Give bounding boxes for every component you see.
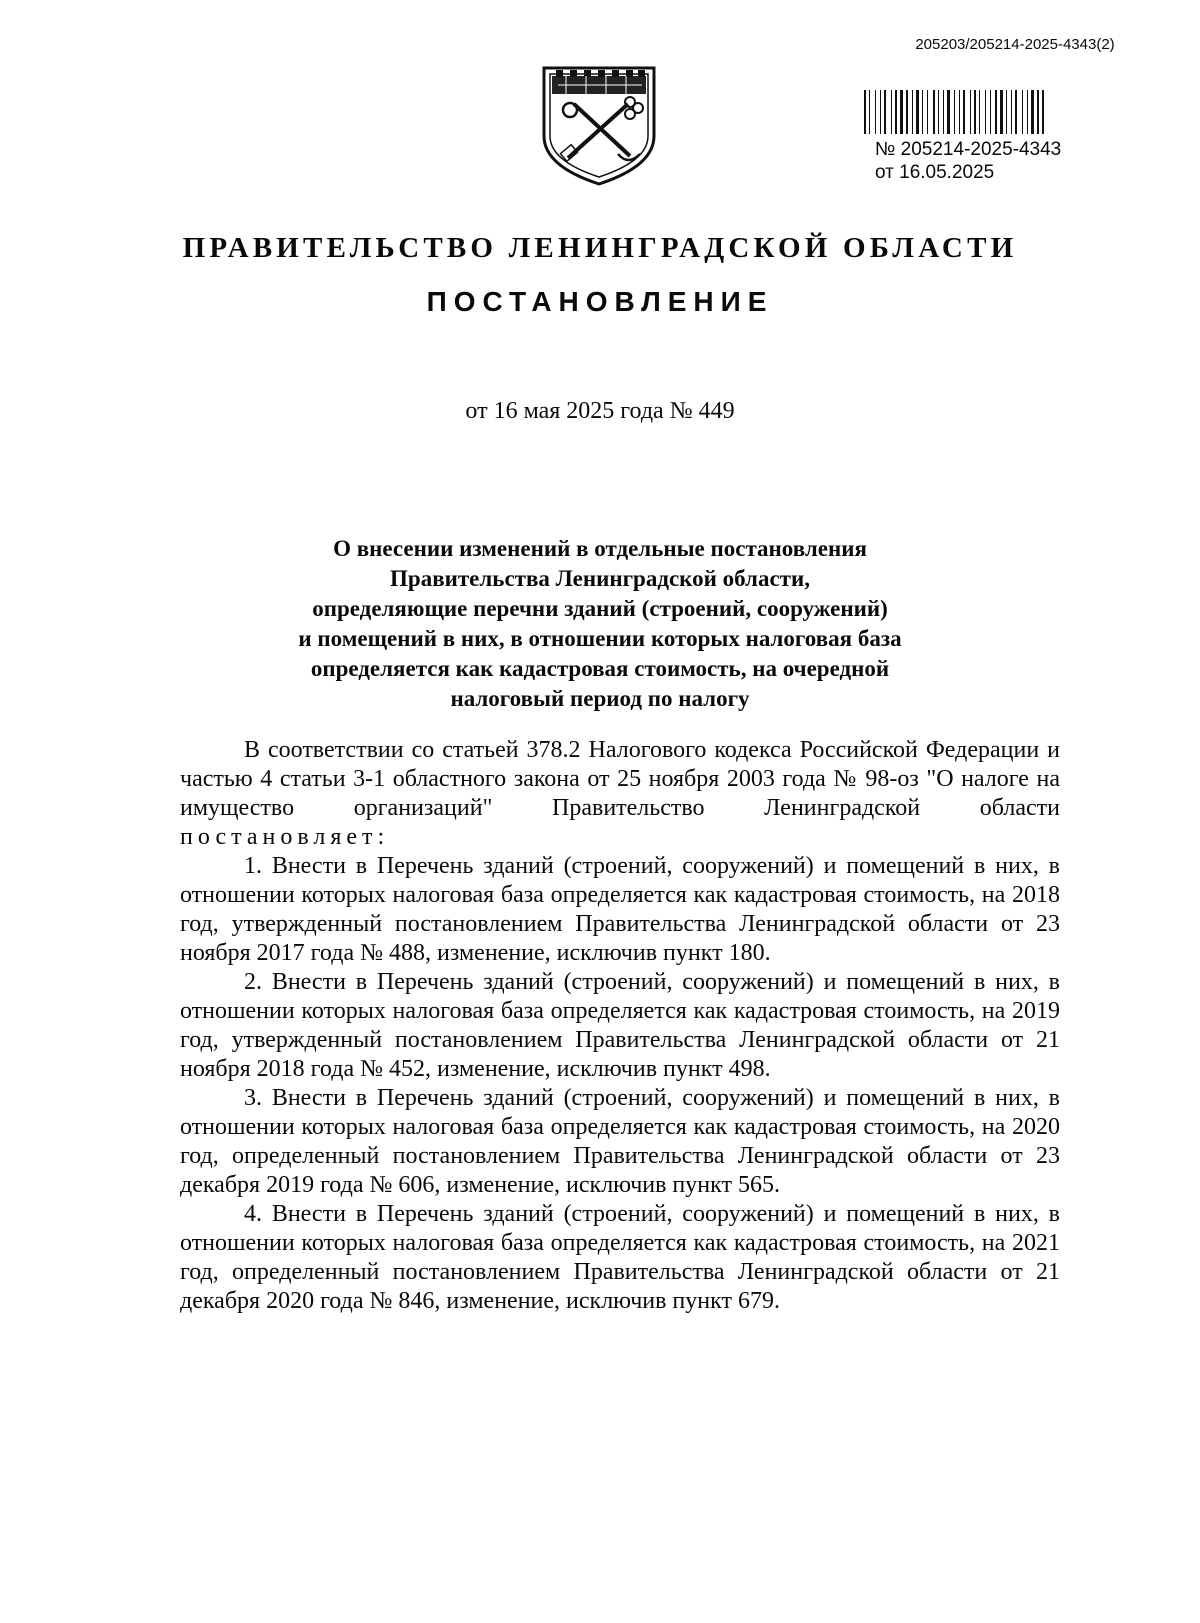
- barcode-bar: [990, 90, 991, 134]
- registration-stamp: [875, 138, 1061, 184]
- coat-of-arms-icon: [538, 58, 660, 188]
- barcode-bar: [1011, 90, 1012, 134]
- barcode-icon: [862, 90, 1124, 136]
- barcode-bar: [869, 90, 870, 134]
- barcode-bar: [912, 90, 913, 134]
- preamble-paragraph: [180, 736, 1060, 852]
- document-type-title: ПОСТАНОВЛЕНИЕ: [426, 286, 774, 317]
- barcode-bar: [1022, 90, 1023, 134]
- barcode-bar: [927, 90, 928, 134]
- barcode-bar: [880, 90, 881, 134]
- barcode-bar: [970, 90, 971, 134]
- registration-date: от 16.05.2025: [875, 162, 995, 183]
- subject-line: определяется как кадастровая стоимость, на очередной: [310, 656, 890, 681]
- barcode-bar: [922, 90, 923, 134]
- resolution-body: [180, 736, 1060, 1316]
- barcode-bar: [895, 90, 897, 134]
- barcode-bar: [1042, 90, 1044, 134]
- document-reference-number: 205203/205214-2025-4343(2): [915, 36, 1115, 53]
- subject-line: налоговый период по налогу: [450, 686, 750, 711]
- barcode-bar: [1031, 90, 1034, 134]
- barcode-bar: [979, 90, 980, 134]
- registration-number: № 205214-2025-4343: [875, 139, 1062, 160]
- subject-line: определяющие перечни зданий (строений, сооружений): [312, 596, 888, 621]
- barcode-bar: [1006, 90, 1007, 134]
- resolution-date-number: от 16 мая 2025 года № 449: [465, 398, 735, 424]
- barcode-bar: [943, 90, 944, 134]
- barcode-bar: [933, 90, 935, 134]
- decree-word: постановляет:: [180, 824, 390, 850]
- barcode-bar: [963, 90, 965, 134]
- subject-line: и помещений в них, в отношении которых налоговая база: [298, 626, 902, 651]
- barcode-bar: [864, 90, 866, 134]
- subject-line: Правительства Ленинградской области,: [390, 566, 810, 591]
- barcode-bar: [891, 90, 892, 134]
- barcode-bar: [954, 90, 955, 134]
- item-paragraph: 3. Внести в Перечень зданий (строений, сооружений) и помещений в них, в отношении которых налоговая база определяется как кадастровая стоимость, на 2020 год, определенный постановлением Правительства Ленинградской области от 23 декабря 2019 года № 606, изменение, исключив пункт 565.: [180, 1085, 1060, 1198]
- barcode-bar: [938, 90, 939, 134]
- barcode-bar: [916, 90, 919, 134]
- barcode-bar: [959, 90, 960, 134]
- resolution-subject: [220, 534, 980, 714]
- preamble-text: В соответствии со статьей 378.2 Налогового кодекса Российской Федерации и частью 4 статьи 3-1 областного закона от 25 ноября 2003 года № 98-оз "О налоге на имущество организаций" Правительство Ленинградской области: [180, 737, 1060, 821]
- item-paragraph: 4. Внести в Перечень зданий (строений, сооружений) и помещений в них, в отношении которых налоговая база определяется как кадастровая стоимость, на 2021 год, определенный постановлением Правительства Ленинградской области от 21 декабря 2020 года № 846, изменение, исключив пункт 679.: [180, 1201, 1060, 1314]
- barcode-bar: [1015, 90, 1017, 134]
- barcode-bar: [884, 90, 886, 134]
- barcode-bar: [906, 90, 908, 134]
- subject-line: О внесении изменений в отдельные постановления: [333, 536, 867, 561]
- barcode-bar: [974, 90, 976, 134]
- item-paragraph: 1. Внести в Перечень зданий (строений, сооружений) и помещений в них, в отношении которых налоговая база определяется как кадастровая стоимость, на 2018 год, утвержденный постановлением Правительства Ленинградской области от 23 ноября 2017 года № 488, изменение, исключив пункт 180.: [180, 853, 1060, 966]
- barcode-bar: [985, 90, 986, 134]
- barcode-bar: [875, 90, 876, 134]
- barcode-bar: [1027, 90, 1028, 134]
- barcode-bar: [900, 90, 903, 134]
- barcode-bar: [995, 90, 997, 134]
- item-paragraph: 2. Внести в Перечень зданий (строений, сооружений) и помещений в них, в отношении которых налоговая база определяется как кадастровая стоимость, на 2019 год, утвержденный постановлением Правительства Ленинградской области от 21 ноября 2018 года № 452, изменение, исключив пункт 498.: [180, 969, 1060, 1082]
- barcode-bar: [947, 90, 950, 134]
- barcode-bar: [1037, 90, 1039, 134]
- barcode-bar: [1000, 90, 1003, 134]
- government-title: ПРАВИТЕЛЬСТВО ЛЕНИНГРАДСКОЙ ОБЛАСТИ: [182, 232, 1018, 264]
